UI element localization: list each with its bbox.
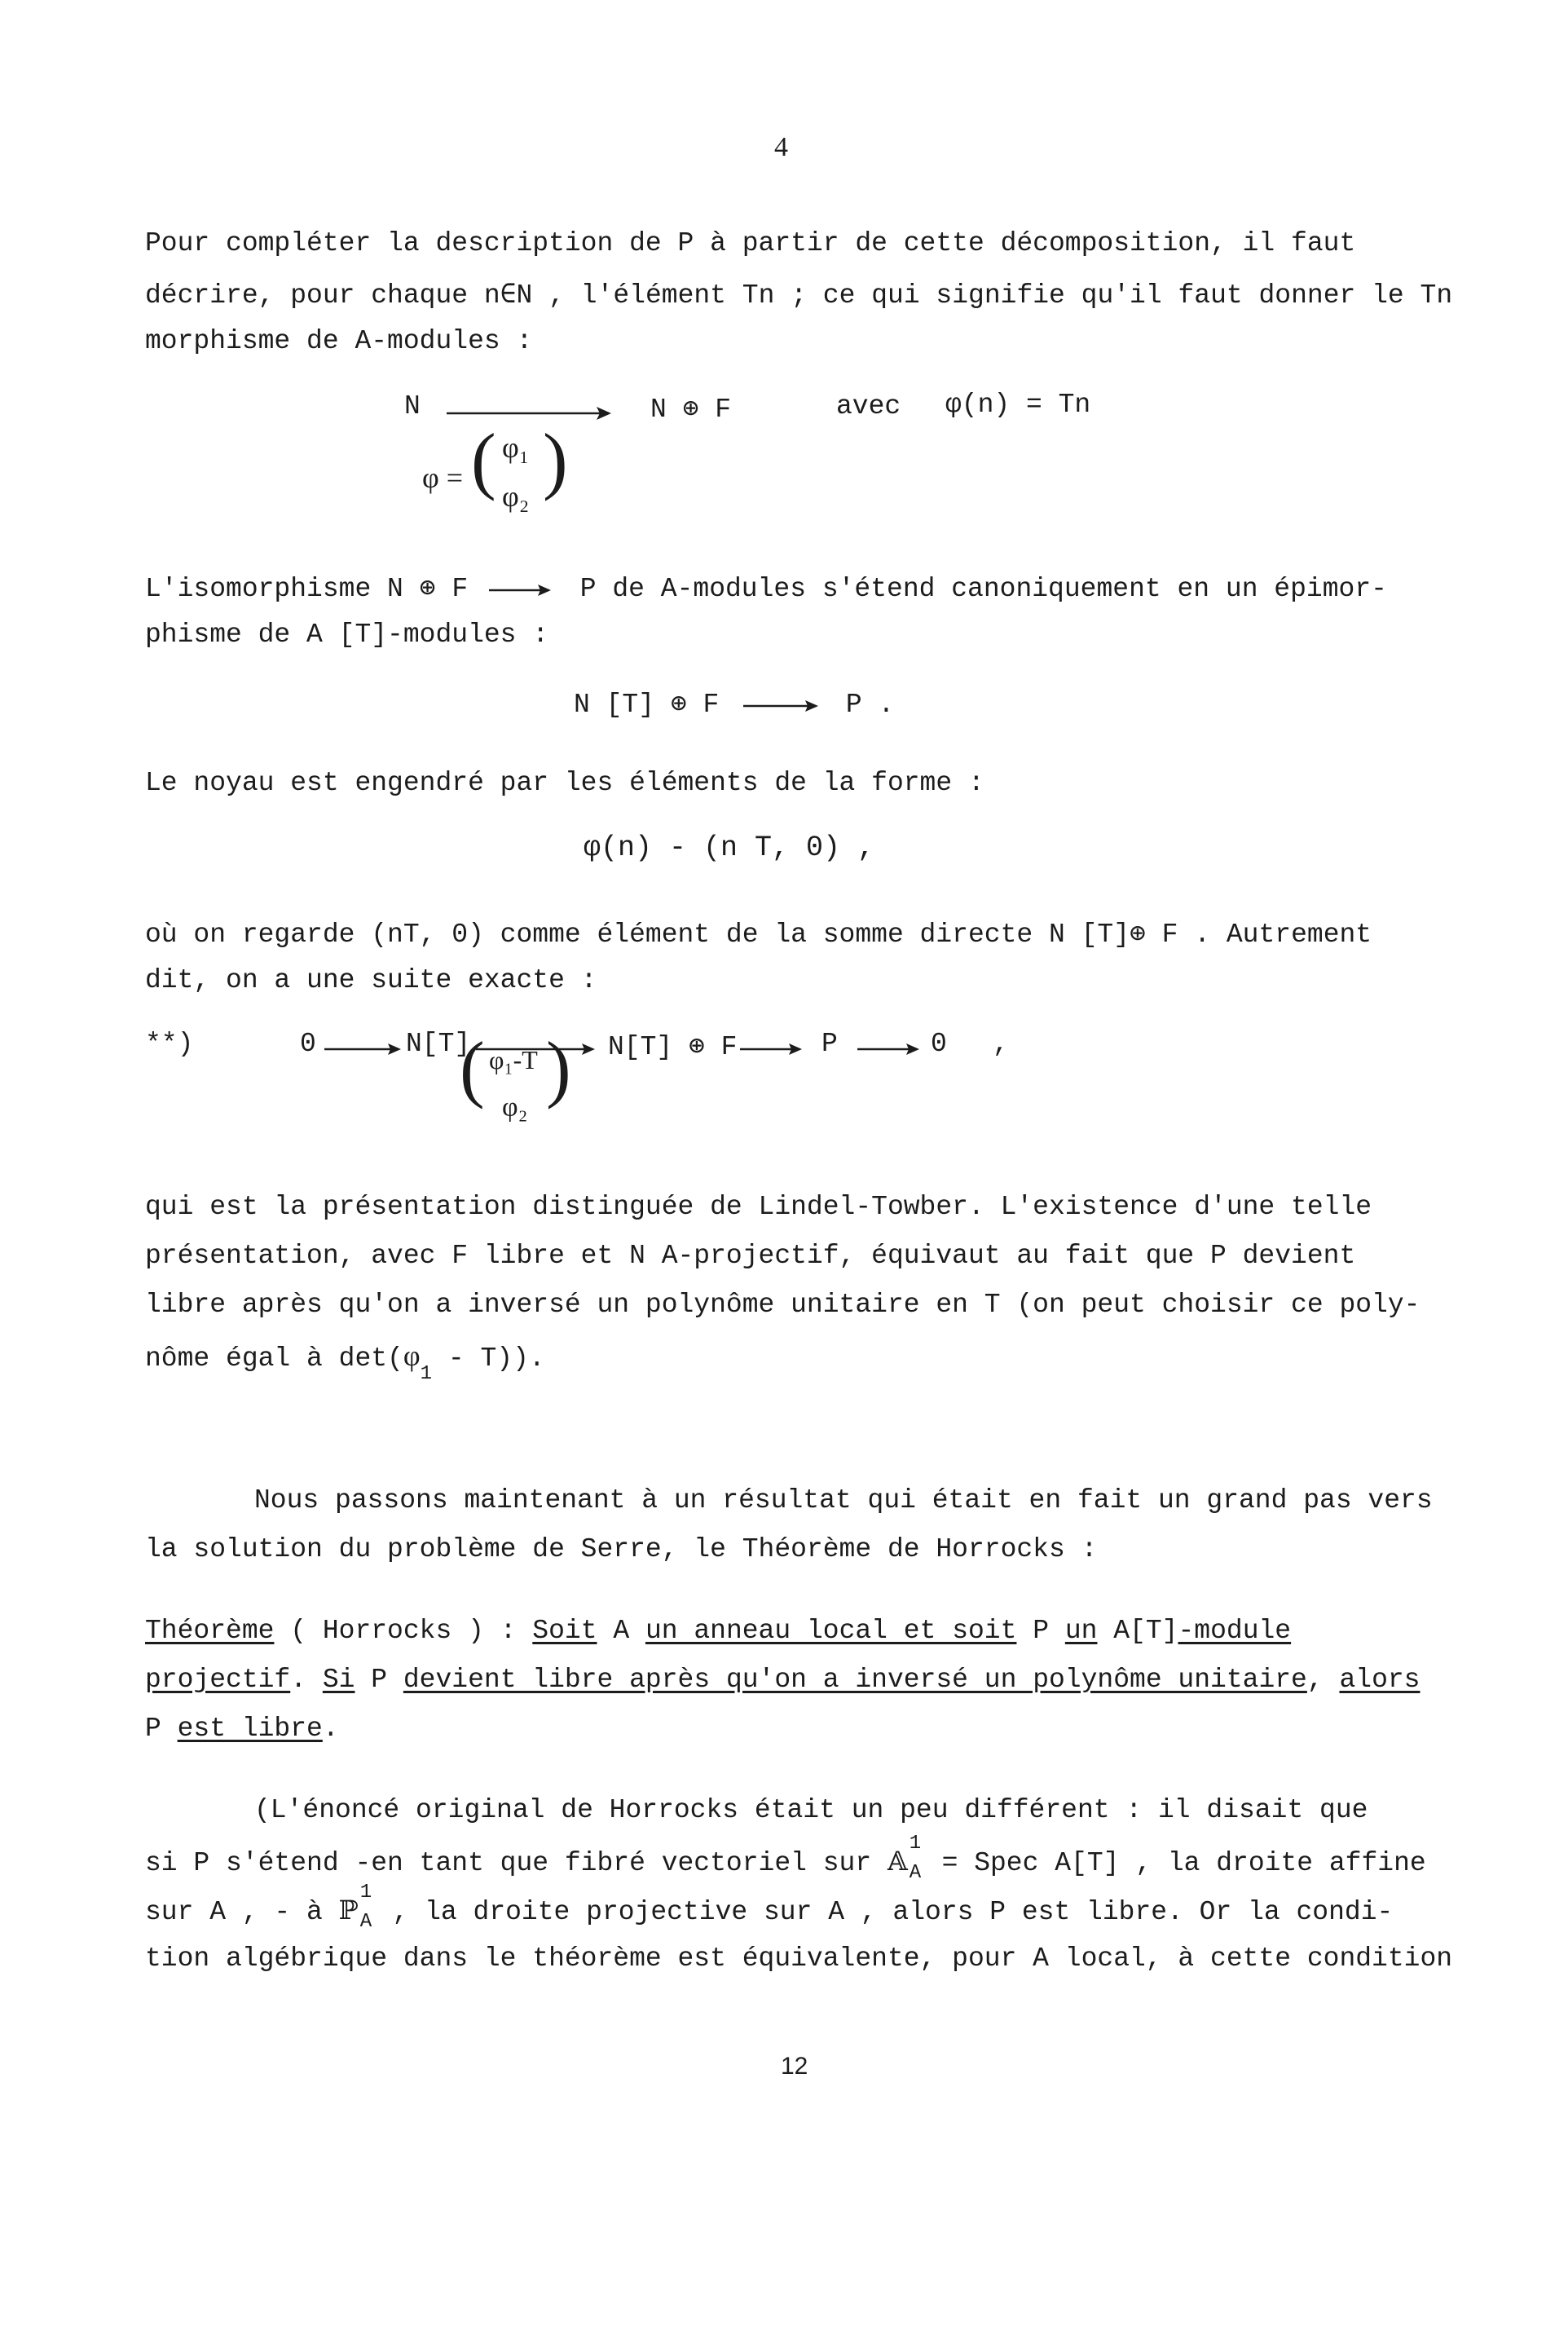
matrix-entry-phi2: φ₂ [502,480,530,513]
right-arrow-icon [738,1035,804,1060]
equation-generator: φ(n) - (n T, 0) , [584,832,875,864]
paragraph-line: qui est la présentation distinguée de Lindel-Towber. L'existence d'une telle [145,1192,1372,1222]
projective-space-symbol: ℙ [338,1895,359,1925]
theorem-title: Théorème [145,1616,275,1646]
eq-definition: φ(n) = Tn [945,390,1091,420]
sequence-label: **) [145,1029,194,1059]
text-fragment: un [1064,1616,1098,1646]
eq2-right: P . [845,690,895,720]
phi-symbol: φ [403,1339,421,1372]
eq-avec: avec [836,391,901,421]
paragraph-line: où on regarde (nT, 0) comme élément de la somme directe N [T]⊕ F . Autrement [145,920,1372,950]
text-fragment: - T)). [432,1343,545,1374]
left-paren: ( [460,1026,485,1110]
right-arrow-icon [323,1035,403,1060]
script-stack [908,1833,926,1884]
text-fragment: , la droite projective sur A , alors P est libre. Or la condi- [376,1897,1394,1927]
text-fragment: A[T] [1097,1616,1178,1646]
text-fragment: un anneau local et soit [645,1616,1017,1646]
paragraph-line: Le noyau est engendré par les éléments de la forme : [145,768,984,798]
equation-epimorphism [574,686,894,720]
eq-right-nf: N ⊕ F [650,395,732,425]
right-arrow-icon [445,399,613,424]
left-paren: ( [471,418,496,501]
paragraph-line: présentation, avec F libre et N A-projectif, équivaut au fait que P devient [145,1241,1356,1271]
subscript: A [359,1911,372,1933]
page-number-top: 4 [774,132,788,162]
right-arrow-icon [487,579,553,598]
paragraph-line [145,571,1387,604]
text-fragment: = Spec A[T] , la droite affine [925,1848,1426,1878]
text-fragment: sur A , - à [145,1897,339,1927]
subscript: 1 [420,1363,433,1385]
paragraph-line: Nous passons maintenant à un résultat qui était en fait un grand pas vers [254,1485,1433,1515]
text-fragment: devient libre après qu'on a inversé un polynôme unitaire [403,1665,1307,1695]
text-fragment: alors [1339,1665,1420,1695]
text-fragment: projectif [145,1665,291,1695]
theorem-line [145,1665,1420,1695]
paragraph-line [145,1339,545,1385]
sequence-zero-left: 0 [300,1029,316,1059]
right-arrow-icon [742,695,820,714]
matrix-entry-phi1: φ₁ [502,431,530,464]
paragraph-line: dit, on a une suite exacte : [145,965,597,995]
text-fragment: . [322,1714,339,1744]
superscript: 1 [359,1882,372,1904]
theorem-line [145,1616,1291,1646]
matrix-entry-phi1-minus-t: φ₁-T [489,1045,538,1074]
script-stack [359,1882,377,1933]
theorem-line [145,1714,339,1744]
paragraph-line [145,1833,1426,1884]
sequence-nt: N[T] [406,1029,471,1059]
sequence-middle: N[T] ⊕ F [608,1032,738,1062]
text-fragment: ( Horrocks ) : [274,1616,533,1646]
sequence-zero-right: 0 [931,1029,947,1059]
eq-left-n: N [404,391,421,421]
right-paren: ) [543,418,568,501]
text-fragment: nôme égal à det( [145,1343,403,1374]
paragraph-line [145,1882,1394,1933]
text-fragment: L'isomorphisme N ⊕ F [145,574,469,604]
text-fragment: P [355,1665,403,1695]
phi-label: φ = [422,461,464,494]
paragraph-line: (L'énoncé original de Horrocks était un peu différent : il disait que [254,1795,1368,1825]
eq2-left: N [T] ⊕ F [574,690,720,720]
paragraph-line: tion algébrique dans le théorème est équivalente, pour A local, à cette condition [145,1943,1453,1974]
text-fragment: , [1306,1665,1340,1695]
text-fragment: est libre [177,1714,323,1744]
text-fragment: P [1016,1616,1065,1646]
text-fragment: P de A-modules s'étend canoniquement en un épimor- [579,574,1387,604]
sequence-comma: , [993,1029,1009,1059]
paragraph-line: la solution du problème de Serre, le Théorème de Horrocks : [145,1534,1098,1564]
text-fragment: -module [1178,1616,1292,1646]
affine-space-symbol: 𝔸 [887,1846,908,1876]
matrix-entry-phi2: φ₂ [502,1092,528,1123]
paragraph-line: libre après qu'on a inversé un polynôme unitaire en T (on peut choisir ce poly- [145,1290,1420,1320]
paragraph-line: Pour compléter la description de P à partir de cette décomposition, il faut [145,228,1356,258]
paragraph-line: phisme de A [T]-modules : [145,620,549,650]
text-fragment: A [597,1616,645,1646]
text-fragment: Si [322,1665,355,1695]
sequence-p: P [821,1029,838,1059]
right-arrow-icon [856,1035,921,1060]
text-fragment: P [145,1714,178,1744]
text-fragment: si P s'étend -en tant que fibré vectoriel sur [145,1848,888,1878]
text-fragment: . [290,1665,323,1695]
superscript: 1 [909,1833,922,1855]
right-paren: ) [546,1026,571,1110]
paragraph-line: morphisme de A-modules : [145,326,533,356]
subscript: A [909,1862,922,1884]
text-fragment: Soit [532,1616,597,1646]
paragraph-line: décrire, pour chaque n∈N , l'élément Tn ; ce qui signifie qu'il faut donner le Tn [145,280,1453,311]
page-number-bottom: 12 [781,2053,808,2080]
